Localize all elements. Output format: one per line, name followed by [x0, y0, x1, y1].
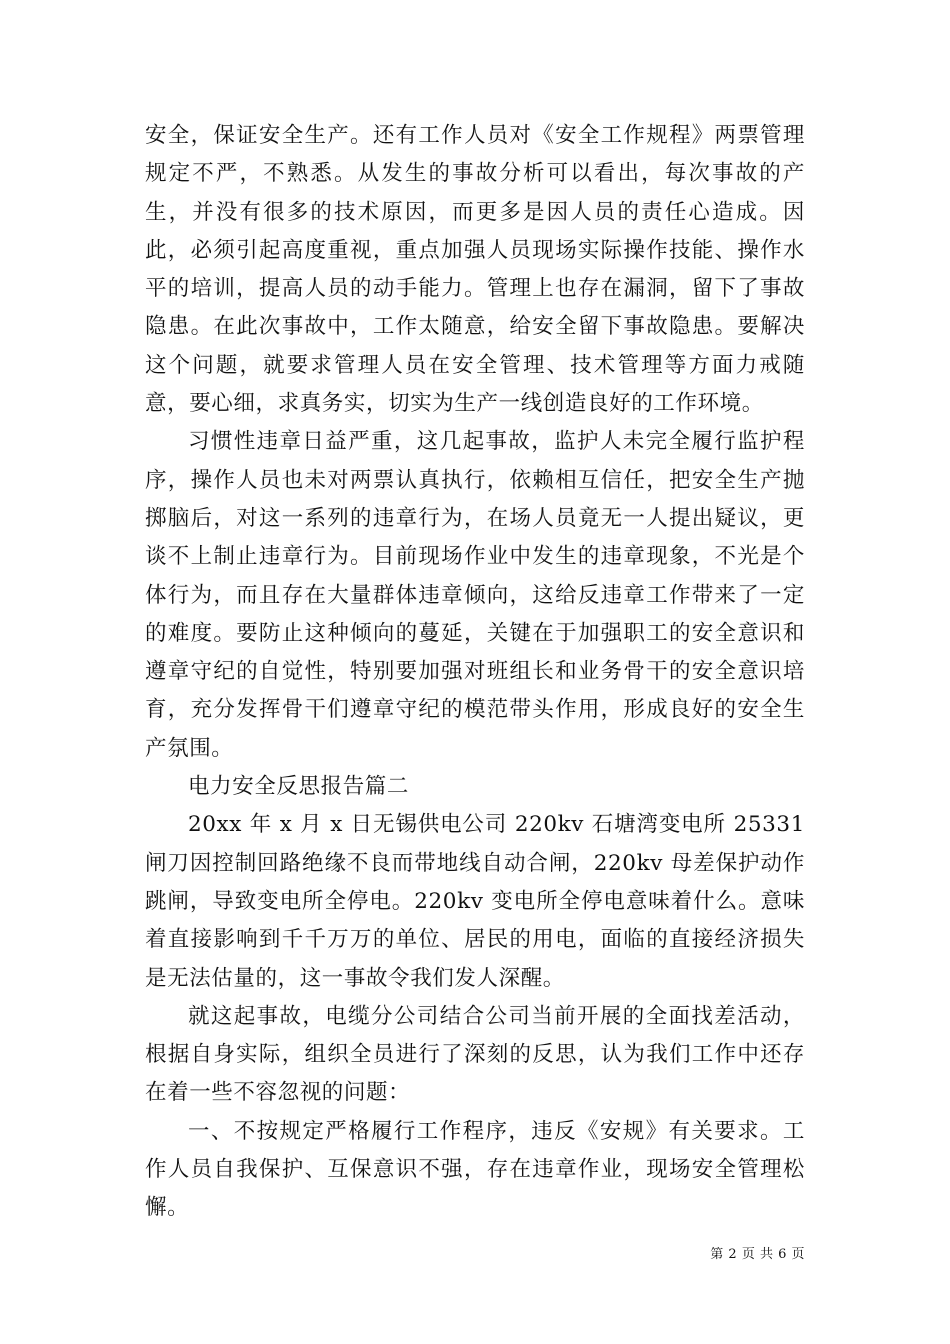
paragraph-4: 就这起事故，电缆分公司结合公司当前开展的全面找差活动，根据自身实际，组织全员进行了深刻的反思，认为我们工作中还存在着一些不容忽视的问题：: [145, 1003, 805, 1106]
page-number-footer: 第 2 页 共 6 页: [710, 1247, 805, 1262]
paragraph-1: 安全，保证安全生产。还有工作人员对《安全工作规程》两票管理规定不严，不熟悉。从发生的事故分析可以看出，每次事故的产生，并没有很多的技术原因，而更多是因人员的责任心造成。因此，必须引起高度重视，重点加强人员现场实际操作技能、操作水平的培训，提高人员的动手能力。管理上也存在漏洞，留下了事故隐患。在此次事故中，工作太随意，给安全留下事故隐患。要解决这个问题，就要求管理人员在安全管理、技术管理等方面力戒随意，要心细，求真务实，切实为生产一线创造良好的工作环境。: [145, 123, 805, 417]
document-body: [145, 117, 805, 1228]
section-heading: 电力安全反思报告篇二: [188, 774, 410, 800]
paragraph-5: 一、不按规定严格履行工作程序，违反《安规》有关要求。工作人员自我保护、互保意识不强，存在违章作业，现场安全管理松懈。: [145, 1118, 805, 1221]
paragraph-2: 习惯性违章日益严重，这几起事故，监护人未完全履行监护程序，操作人员也未对两票认真执行，依赖相互信任，把安全生产抛掷脑后，对这一系列的违章行为，在场人员竟无一人提出疑议，更谈不上制止违章行为。目前现场作业中发生的违章现象，不光是个体行为，而且存在大量群体违章倾向，这给反违章工作带来了一定的难度。要防止这种倾向的蔓延，关键在于加强职工的安全意识和遵章守纪的自觉性，特别要加强对班组长和业务骨干的安全意识培育，充分发挥骨干们遵章守纪的模范带头作用，形成良好的安全生产氛围。: [145, 429, 805, 761]
paragraph-3: 20xx 年 x 月 x 日无锡供电公司 220kv 石塘湾变电所 25331 闸刀因控制回路绝缘不良而带地线自动合闸，220kv 母差保护动作跳闸，导致变电所全停电。220kv 变电所全停电意味着什么。意味着直接影响到千千万万的单位、居民的用电，面临的直接经济损失是无法估量的，这一事故令我们发人深醒。: [145, 812, 805, 991]
